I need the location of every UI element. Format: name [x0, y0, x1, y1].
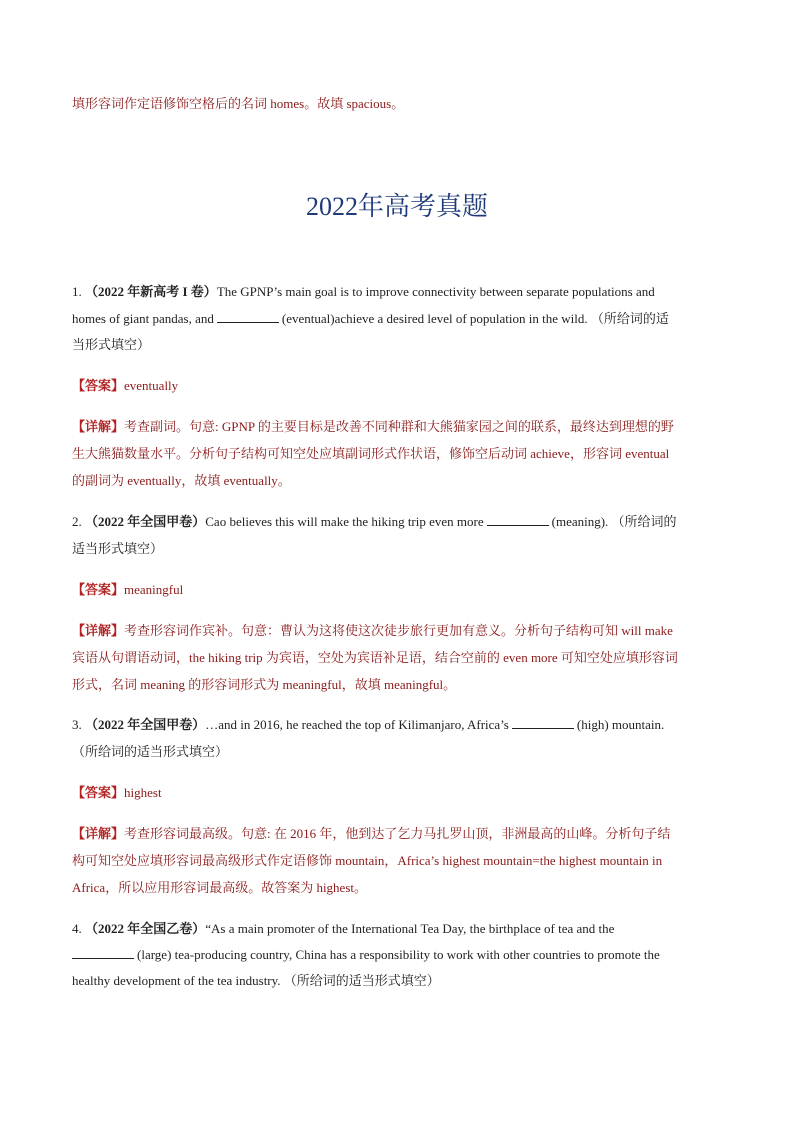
q1-text-b1: homes of giant pandas, and — [72, 311, 214, 326]
detail-tag: 【详解】 — [72, 623, 125, 638]
q1-line-3: 当形式填空） — [72, 337, 151, 352]
answer-tag: 【答案】 — [72, 378, 125, 393]
q1-detail-3: 的副词为 eventually，故填 eventually。 — [72, 473, 291, 488]
q3-text-a2: (high) mountain. — [576, 717, 665, 732]
q3-line-1 — [72, 711, 724, 738]
detail-tag: 【详解】 — [72, 826, 125, 841]
q4-line-2 — [72, 941, 724, 968]
intro-line: 填形容词作定语修饰空格后的名词 homes。故填 spacious。 — [72, 96, 405, 111]
answer-tag: 【答案】 — [72, 785, 125, 800]
q3-source: （2022 年全国甲卷） — [85, 717, 206, 732]
q2-answer-value: meaningful — [124, 582, 184, 597]
q1-detail-1 — [72, 413, 724, 440]
q1-blank[interactable] — [217, 308, 279, 323]
q4-blank[interactable] — [72, 944, 134, 959]
q3-text-a1: …and in 2016, he reached the top of Kilimanjaro, Africa’s — [205, 717, 509, 732]
q1-detail-2: 生大熊猫数量水平。分析句子结构可知空处应填副词形式作状语，修饰空后动词 achieve，形容词 eventual — [72, 446, 670, 461]
q2-source: （2022 年全国甲卷） — [85, 514, 206, 529]
section-title: 2022年高考真题 — [305, 192, 488, 221]
q3-answer — [72, 779, 724, 806]
q2-detail-3: 形式，名词 meaning 的形容词形式为 meaningful，故填 meaningful。 — [72, 677, 457, 692]
detail-tag: 【详解】 — [72, 419, 125, 434]
q4-line-3: healthy development of the tea industry. （所给词的适当形式填空） — [72, 973, 440, 988]
q4-text-b: (large) tea-producing country, China has a responsibility to work with other countries to promote the — [137, 947, 660, 962]
q3-number: 3. — [72, 717, 82, 732]
q2-answer — [72, 576, 724, 603]
q1-line-2 — [72, 305, 724, 332]
q1-answer-value: eventually — [124, 378, 179, 393]
q4-line-1 — [72, 915, 724, 942]
q3-line-2: （所给词的适当形式填空） — [72, 744, 229, 759]
q4-source: （2022 年全国乙卷） — [85, 921, 206, 936]
q2-text-a1: Cao believes this will make the hiking trip even more — [205, 514, 484, 529]
q1-answer — [72, 372, 724, 399]
q2-blank[interactable] — [487, 511, 549, 526]
q2-detail-text-1: 考查形容词作宾补。句意：曹认为这将使这次徒步旅行更加有意义。分析句子结构可知 will make — [124, 623, 673, 638]
q3-detail-text-1: 考查形容词最高级。句意: 在 2016 年，他到达了乞力马扎罗山顶，非洲最高的山峰。分析句子结 — [124, 826, 671, 841]
q1-number: 1. — [72, 284, 82, 299]
q3-detail-3: Africa，所以应用形容词最高级。故答案为 highest。 — [72, 880, 368, 895]
q3-answer-value: highest — [124, 785, 162, 800]
q2-line-2: 适当形式填空） — [72, 541, 164, 556]
q3-blank[interactable] — [512, 714, 574, 729]
q1-line-1 — [72, 278, 724, 305]
q1-detail-text-1: 考查副词。句意: GPNP 的主要目标是改善不同种群和大熊猫家园之间的联系，最终达到理想的野 — [124, 419, 674, 434]
q1-text-b3: （所给词的适 — [590, 311, 669, 326]
q3-detail-1 — [72, 820, 724, 847]
q1-source: （2022 年新高考 I 卷） — [85, 284, 217, 299]
q2-text-a2: (meaning). — [551, 514, 609, 529]
q2-text-a3: （所给词的 — [611, 514, 677, 529]
q2-detail-1 — [72, 617, 724, 644]
q2-line-1 — [72, 508, 724, 535]
q4-text-a: “As a main promoter of the International Tea Day, the birthplace of tea and the — [205, 921, 615, 936]
answer-tag: 【答案】 — [72, 582, 125, 597]
q1-text-a: The GPNP’s main goal is to improve connectivity between separate populations and — [216, 284, 655, 299]
q2-number: 2. — [72, 514, 82, 529]
q2-detail-2: 宾语从句谓语动词，the hiking trip 为宾语，空处为宾语补足语，结合空前的 even more 可知空处应填形容词 — [72, 650, 678, 665]
q1-text-b2: (eventual)achieve a desired level of population in the wild. — [281, 311, 588, 326]
q4-number: 4. — [72, 921, 82, 936]
q3-detail-2: 构可知空处应填形容词最高级形式作定语修饰 mountain，Africa’s highest mountain=the highest mountain in — [72, 853, 663, 868]
